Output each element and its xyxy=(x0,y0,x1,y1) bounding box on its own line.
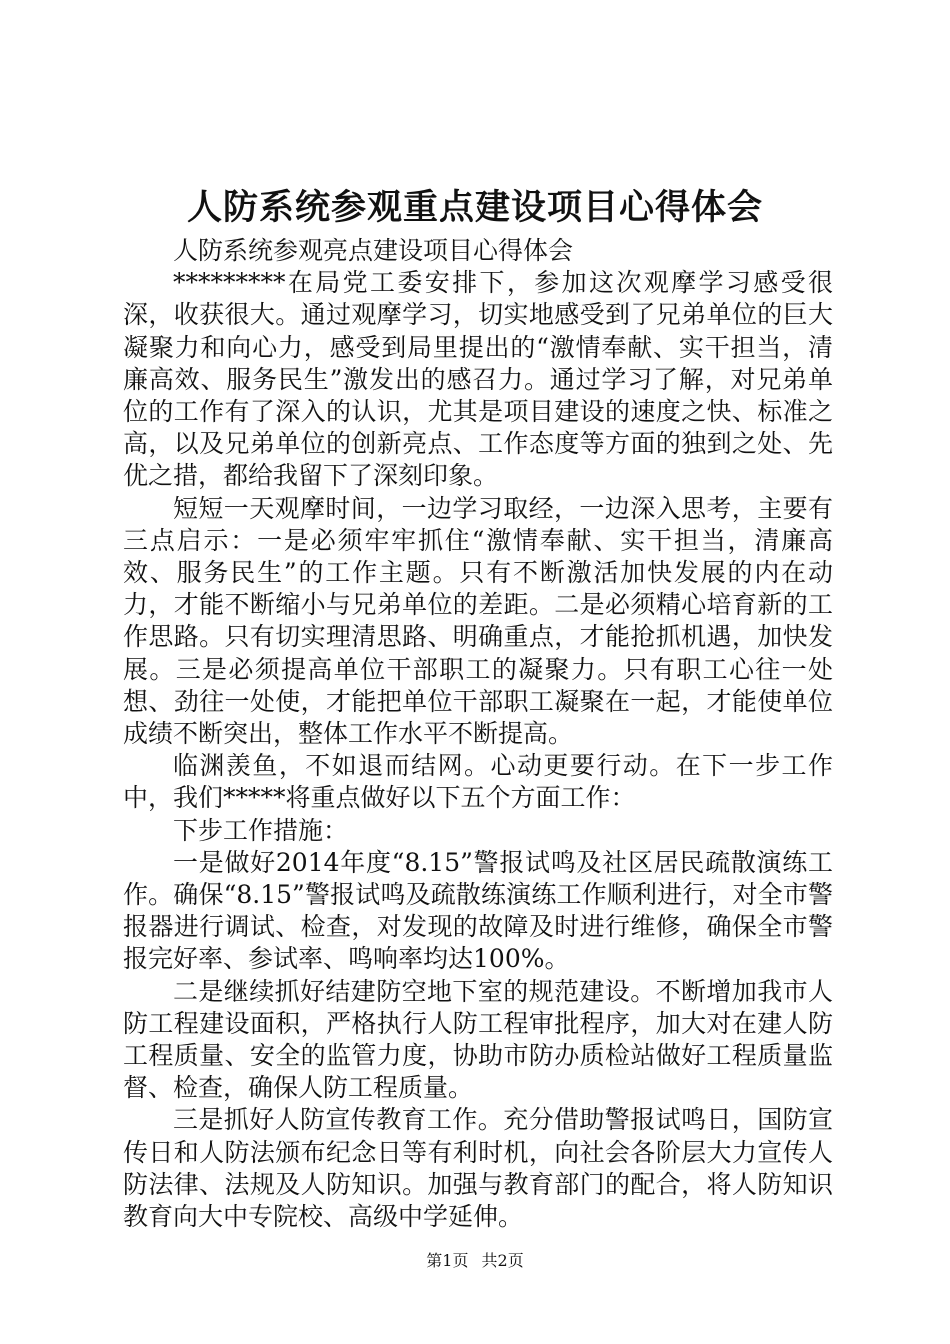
page-number: 第1页 xyxy=(426,1251,469,1270)
body-paragraph: 三是抓好人防宣传教育工作。充分借助警报试鸣日，国防宣传日和人防法颁布纪念日等有利时机，向社会各阶层大力宣传人防法律、法规及人防知识。加强与教育部门的配合，将人防知识教育向大中专院校、高级中学延伸。 xyxy=(123,1105,833,1232)
body-paragraph: 一是做好2014年度“8.15”警报试鸣及社区居民疏散演练工作。确保“8.15”警报试鸣及疏散练演练工作顺利进行，对全市警报器进行调试、检查，对发现的故障及时进行维修，确保全市警报完好率、参试率、鸣响率均达100%。 xyxy=(123,847,833,974)
page-total: 共2页 xyxy=(481,1251,524,1270)
body-paragraph: 二是继续抓好结建防空地下室的规范建设。不断增加我市人防工程建设面积，严格执行人防工程审批程序，加大对在建人防工程质量、安全的监管力度，协助市防办质检站做好工程质量监督、检查，确保人防工程质量。 xyxy=(123,976,833,1103)
body-paragraph: 临渊羡鱼，不如退而结网。心动更要行动。在下一步工作中，我们*****将重点做好以下五个方面工作： xyxy=(123,751,833,813)
section-heading: 下步工作措施： xyxy=(173,815,349,845)
document-body xyxy=(123,235,833,1233)
body-paragraph: *********在局党工委安排下，参加这次观摩学习感受很深，收获很大。通过观摩学习，切实地感受到了兄弟单位的巨大凝聚力和向心力，感受到局里提出的“激情奉献、实干担当，清廉高效、服务民生”激发出的感召力。通过学习了解，对兄弟单位的工作有了深入的认识，尤其是项目建设的速度之快、标准之高，以及兄弟单位的创新亮点、工作态度等方面的独到之处、先优之措，都给我留下了深刻印象。 xyxy=(123,268,833,491)
subtitle-paragraph: 人防系统参观亮点建设项目心得体会 xyxy=(173,236,574,265)
document-title: 人防系统参观重点建设项目心得体会 xyxy=(186,187,763,228)
page-footer xyxy=(0,1250,950,1272)
body-paragraph: 短短一天观摩时间，一边学习取经，一边深入思考，主要有三点启示：一是必须牢牢抓住“激情奉献、实干担当，清廉高效、服务民生”的工作主题。只有不断激活加快发展的内在动力，才能不断缩小与兄弟单位的差距。二是必须精心培育新的工作思路。只有切实理清思路、明确重点，才能抢抓机遇，加快发展。三是必须提高单位干部职工的凝聚力。只有职工心往一处想、劲往一处使，才能把单位干部职工凝聚在一起，才能使单位成绩不断突出，整体工作水平不断提高。 xyxy=(123,493,833,749)
